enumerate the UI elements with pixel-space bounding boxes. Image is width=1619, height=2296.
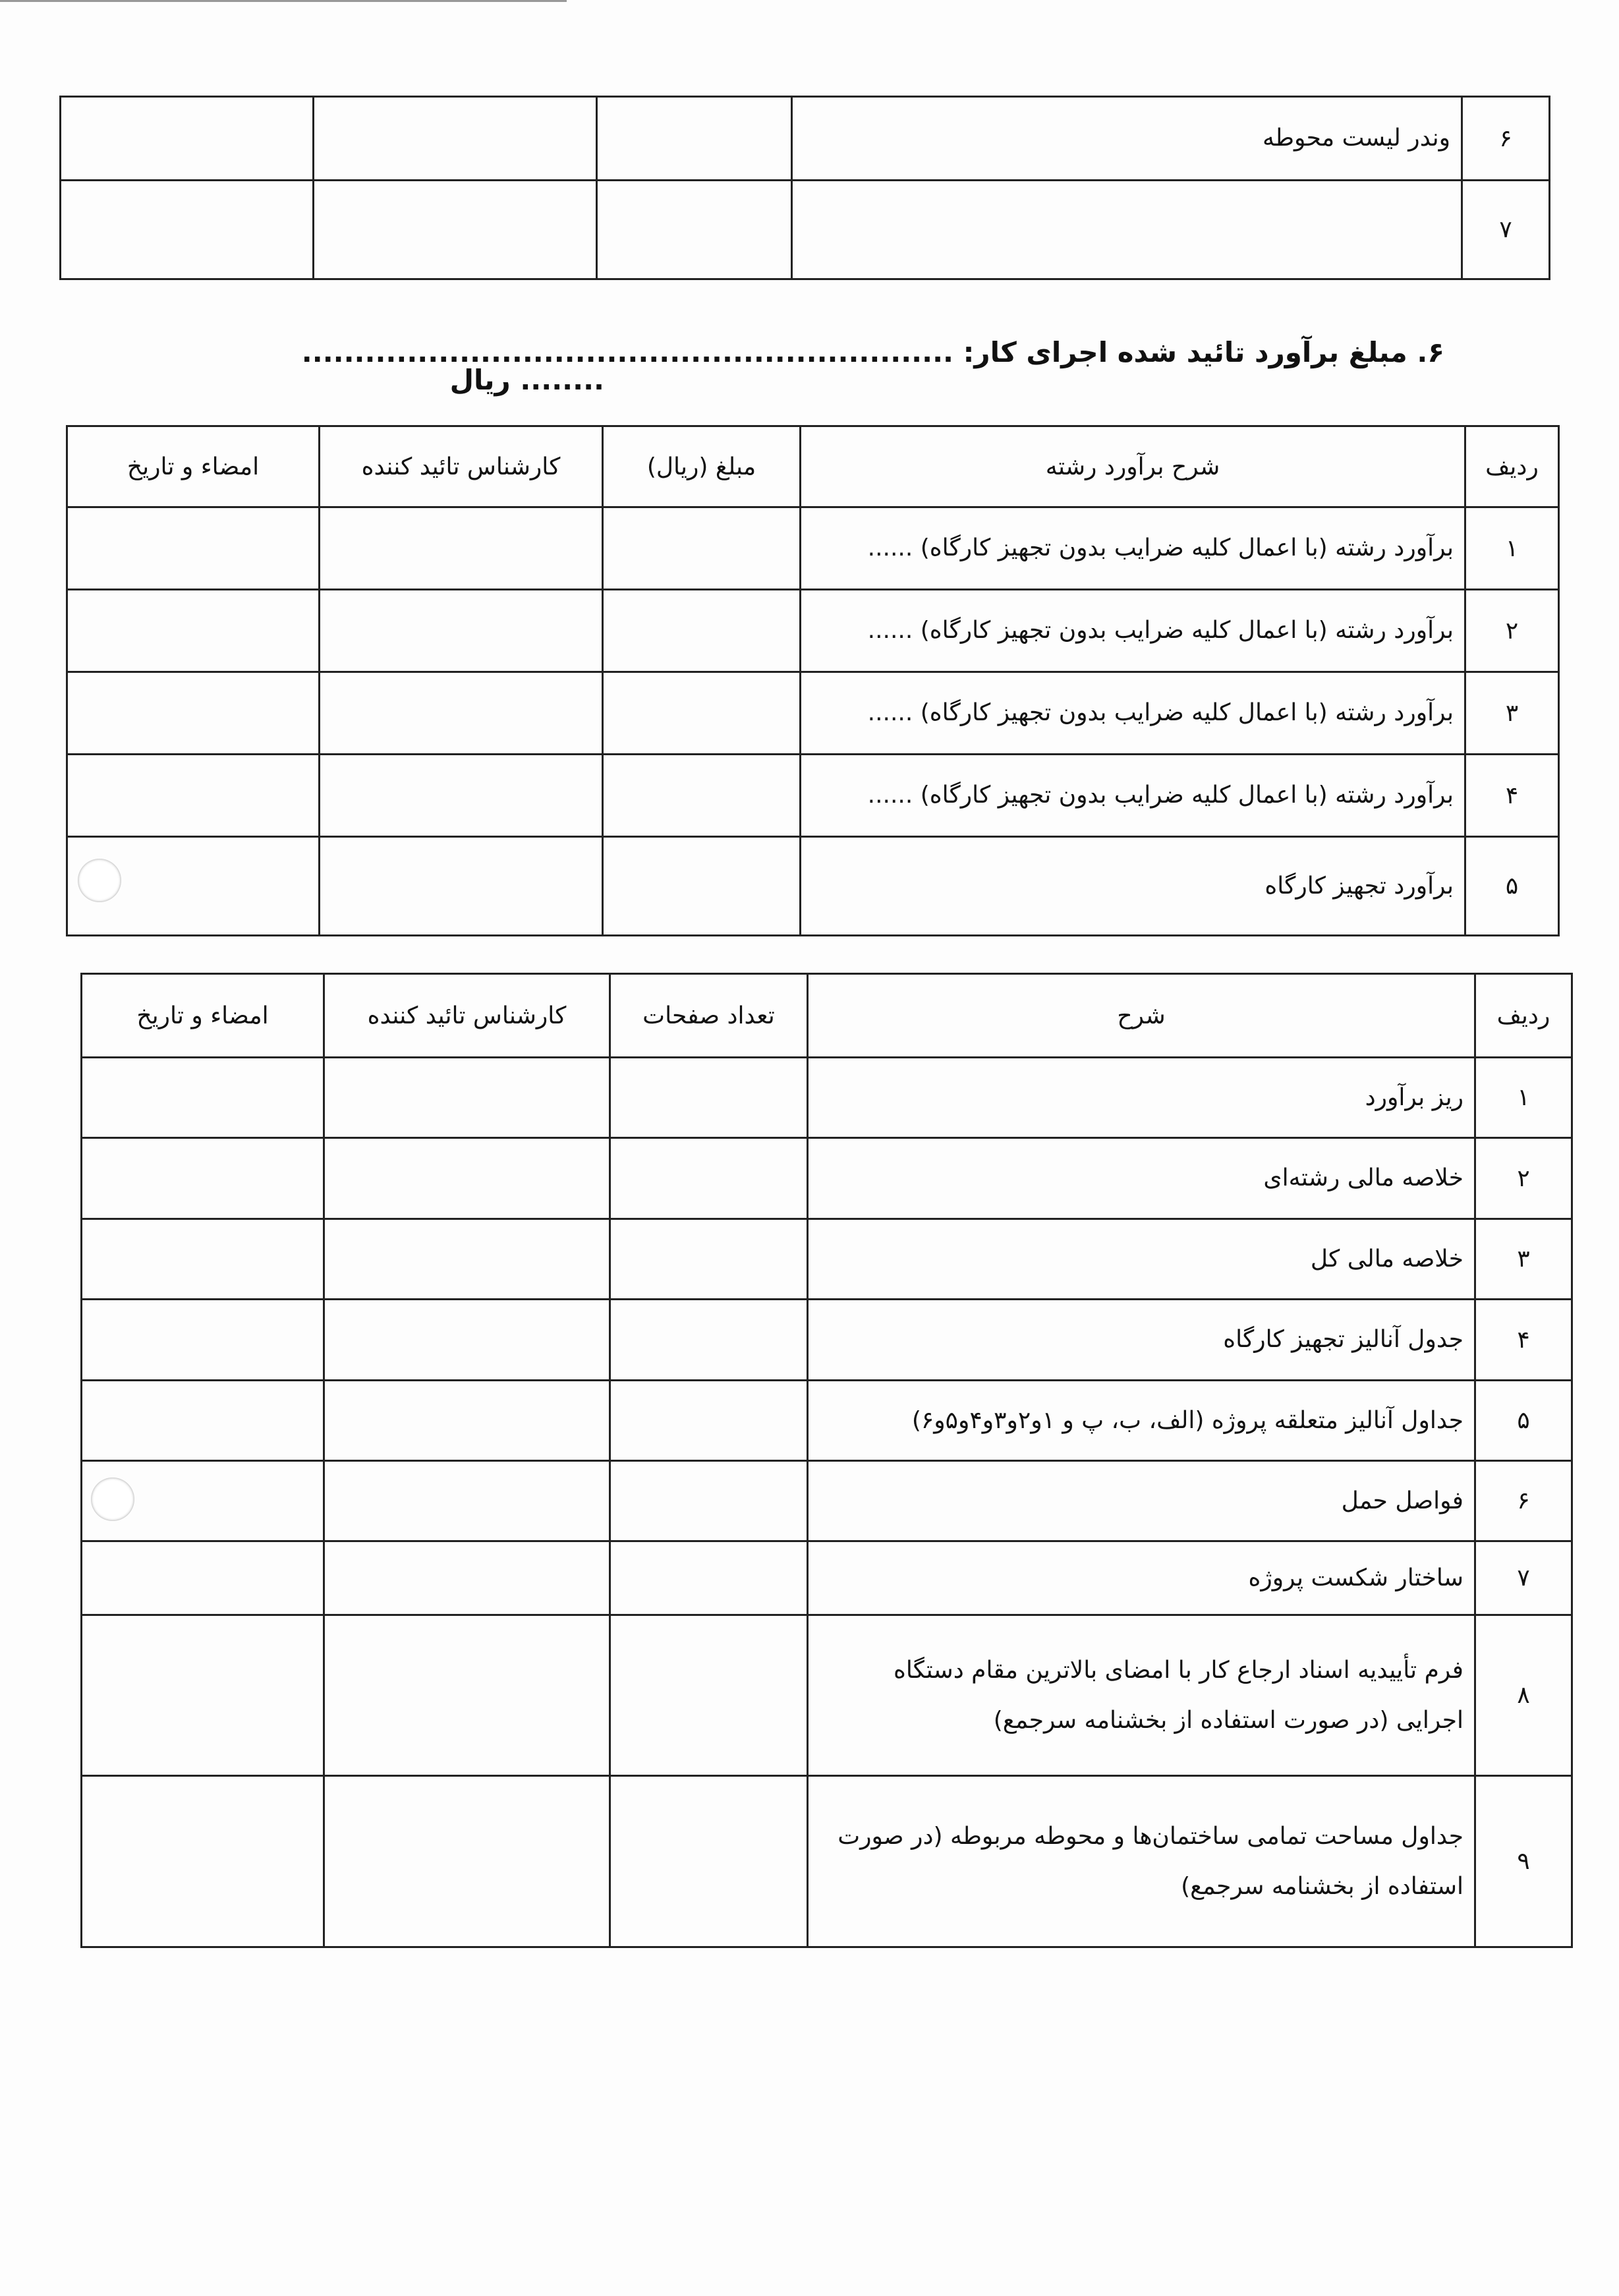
- row-description: جداول مساحت تمامی ساختمان‌ها و محوطه مربوطه (در صورت استفاده از بخشنامه سرجمع): [808, 1776, 1475, 1947]
- pages-cell: [610, 1615, 808, 1776]
- signature-cell: [82, 1058, 324, 1138]
- amount-cell: [603, 507, 801, 590]
- approver-cell: [320, 507, 603, 590]
- scan-edge: [0, 0, 567, 2]
- row-number: ۹: [1475, 1776, 1572, 1947]
- header-amount: مبلغ (ریال): [603, 426, 801, 507]
- row-description: برآورد رشته (با اعمال کلیه ضرایب بدون تجهیز کارگاه) ......: [801, 507, 1465, 590]
- row-number: ۷: [1475, 1541, 1572, 1615]
- table-row: [82, 1461, 1572, 1541]
- empty-cell: [597, 181, 792, 279]
- signature-cell: [82, 1615, 324, 1776]
- empty-cell: [597, 97, 792, 181]
- row-number: ۴: [1475, 1300, 1572, 1381]
- row-description: برآورد رشته (با اعمال کلیه ضرایب بدون تجهیز کارگاه) ......: [801, 755, 1465, 837]
- table-row: [67, 837, 1559, 936]
- approver-cell: [320, 755, 603, 837]
- header-description: شرح برآورد رشته: [801, 426, 1465, 507]
- section-6-unit: ........ ریال: [449, 364, 604, 396]
- signature-cell: [82, 1219, 324, 1300]
- section-6-title: ۶. مبلغ برآورد تائید شده اجرای کار: ..............................................................: [301, 336, 1444, 368]
- empty-cell: [314, 97, 597, 181]
- table-row: [61, 97, 1550, 181]
- row-description: فواصل حمل: [808, 1461, 1475, 1541]
- table-row: [82, 1138, 1572, 1219]
- table-row: [67, 590, 1559, 672]
- approver-cell: [324, 1776, 610, 1947]
- signature-cell: [82, 1138, 324, 1219]
- table-row: [67, 755, 1559, 837]
- amount-cell: [603, 590, 801, 672]
- header-row-number: ردیف: [1475, 974, 1572, 1058]
- approver-cell: [320, 837, 603, 936]
- signature-cell: [82, 1381, 324, 1461]
- table-header-row: [67, 426, 1559, 507]
- row-description: وندر لیست محوطه: [792, 97, 1462, 181]
- approver-cell: [320, 590, 603, 672]
- signature-cell: [67, 507, 320, 590]
- table-row: [82, 1058, 1572, 1138]
- table-row: [67, 507, 1559, 590]
- table-row: [82, 1776, 1572, 1947]
- header-page-count: تعداد صفحات: [610, 974, 808, 1058]
- signature-cell: [67, 672, 320, 755]
- table-row: [61, 181, 1550, 279]
- row-description: برآورد رشته (با اعمال کلیه ضرایب بدون تجهیز کارگاه) ......: [801, 672, 1465, 755]
- pages-cell: [610, 1381, 808, 1461]
- pages-cell: [610, 1058, 808, 1138]
- table-row: [82, 1300, 1572, 1381]
- empty-cell: [314, 181, 597, 279]
- approver-cell: [324, 1058, 610, 1138]
- signature-cell: [82, 1541, 324, 1615]
- continuation-table: [59, 96, 1550, 280]
- row-description: جدول آنالیز تجهیز کارگاه: [808, 1300, 1475, 1381]
- header-row-number: ردیف: [1465, 426, 1559, 507]
- row-description: برآورد رشته (با اعمال کلیه ضرایب بدون تجهیز کارگاه) ......: [801, 590, 1465, 672]
- row-description: ساختار شکست پروژه: [808, 1541, 1475, 1615]
- pages-cell: [610, 1461, 808, 1541]
- row-number: ۲: [1465, 590, 1559, 672]
- header-description: شرح: [808, 974, 1475, 1058]
- approver-cell: [324, 1300, 610, 1381]
- approver-cell: [324, 1219, 610, 1300]
- row-number: ۶: [1475, 1461, 1572, 1541]
- approver-cell: [324, 1138, 610, 1219]
- table-row: [67, 672, 1559, 755]
- amount-cell: [603, 672, 801, 755]
- row-description: فرم تأییدیه اسناد ارجاع کار با امضای بالاترین مقام دستگاه اجرایی (در صورت استفاده از بخشنامه سرجمع): [808, 1615, 1475, 1776]
- table-row: [82, 1219, 1572, 1300]
- documents-table: [80, 973, 1573, 1948]
- signature-cell: [67, 590, 320, 672]
- signature-cell: [82, 1776, 324, 1947]
- estimate-table: [66, 425, 1560, 936]
- pages-cell: [610, 1776, 808, 1947]
- signature-cell: [67, 755, 320, 837]
- row-number: ۱: [1475, 1058, 1572, 1138]
- table-header-row: [82, 974, 1572, 1058]
- pages-cell: [610, 1541, 808, 1615]
- pages-cell: [610, 1300, 808, 1381]
- punch-hole-icon: [78, 859, 121, 902]
- approver-cell: [320, 672, 603, 755]
- empty-cell: [61, 97, 314, 181]
- signature-cell: [82, 1300, 324, 1381]
- row-description: برآورد تجهیز کارگاه: [801, 837, 1465, 936]
- row-number: ۳: [1475, 1219, 1572, 1300]
- header-approver: کارشناس تائید کننده: [324, 974, 610, 1058]
- header-signature-date: امضاء و تاریخ: [67, 426, 320, 507]
- header-approver: کارشناس تائید کننده: [320, 426, 603, 507]
- amount-cell: [603, 755, 801, 837]
- row-number: ۵: [1475, 1381, 1572, 1461]
- row-description: ریز برآورد: [808, 1058, 1475, 1138]
- row-number: ۵: [1465, 837, 1559, 936]
- row-number: ۲: [1475, 1138, 1572, 1219]
- table-row: [82, 1541, 1572, 1615]
- table-row: [82, 1381, 1572, 1461]
- row-number: ۸: [1475, 1615, 1572, 1776]
- row-description: خلاصه مالی رشته‌ای: [808, 1138, 1475, 1219]
- row-number: ۱: [1465, 507, 1559, 590]
- row-description: [792, 181, 1462, 279]
- pages-cell: [610, 1138, 808, 1219]
- amount-cell: [603, 837, 801, 936]
- empty-cell: [61, 181, 314, 279]
- row-number: ۴: [1465, 755, 1559, 837]
- approver-cell: [324, 1615, 610, 1776]
- header-signature-date: امضاء و تاریخ: [82, 974, 324, 1058]
- row-description: خلاصه مالی کل: [808, 1219, 1475, 1300]
- row-number: ۳: [1465, 672, 1559, 755]
- pages-cell: [610, 1219, 808, 1300]
- row-number: ۷: [1462, 181, 1550, 279]
- approver-cell: [324, 1381, 610, 1461]
- row-description: جداول آنالیز متعلقه پروژه (الف، ب، پ و ۱و۲و۳و۴و۵و۶): [808, 1381, 1475, 1461]
- row-number: ۶: [1462, 97, 1550, 181]
- punch-hole-icon: [91, 1478, 134, 1521]
- table-row: [82, 1615, 1572, 1776]
- approver-cell: [324, 1461, 610, 1541]
- approver-cell: [324, 1541, 610, 1615]
